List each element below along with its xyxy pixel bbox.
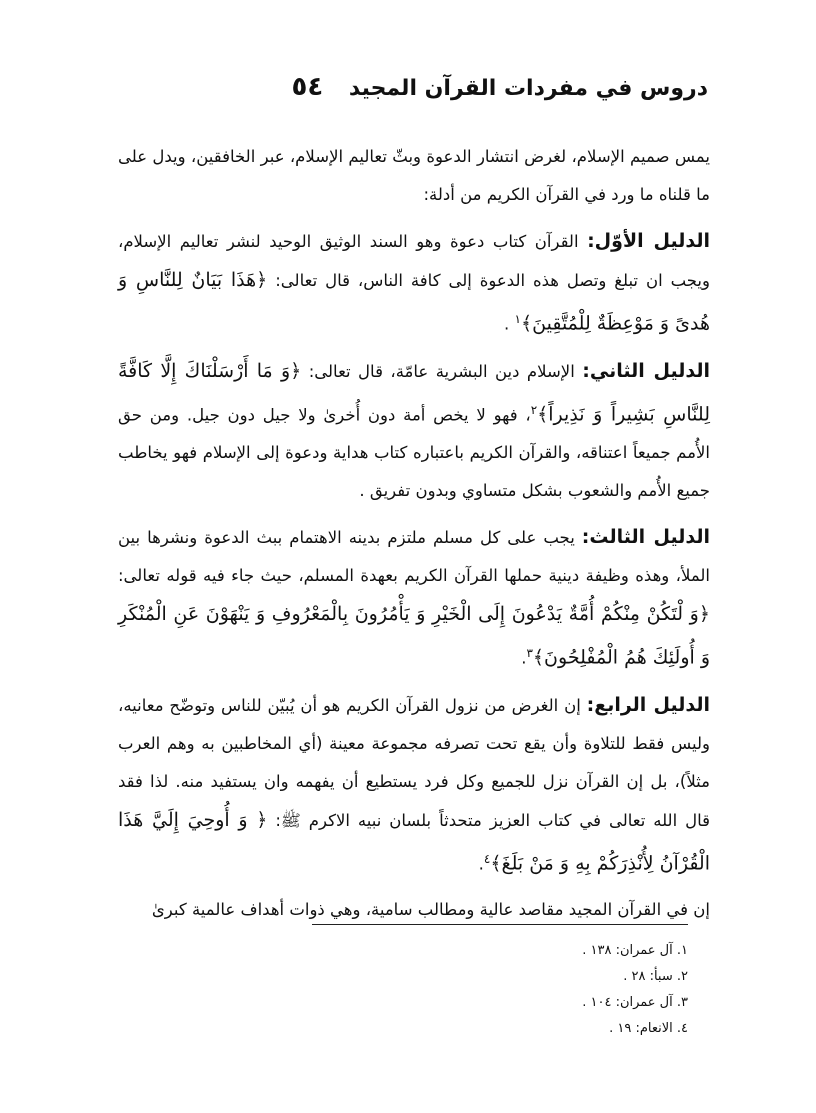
evidence-text-2: الإسلام دين البشرية عامّة، قال تعالى: <box>301 361 583 381</box>
quran-verse-2: ﴿وَ مَا أَرْسَلْنَاكَ إِلَّا كَافَّةً لِلنَّاسِ بَشِيراً وَ نَذِيراً﴾ <box>118 359 710 425</box>
book-title: دروس في مفردات القرآن المجيد <box>348 76 708 101</box>
evidence-paragraph-2 <box>118 352 710 511</box>
quran-verse-1: ﴿هَذَا بَيَانٌ لِلنَّاسِ وَ هُدىً وَ مَوْعِظَةٌ لِلْمُتَّقِينَ﴾ <box>118 269 710 335</box>
running-header <box>291 72 708 102</box>
intro-paragraph <box>118 138 710 214</box>
evidence-heading-3: الدليل الثالث: <box>581 526 710 548</box>
page-number: ٥٤ <box>291 72 324 102</box>
footnote-divider <box>312 924 688 925</box>
evidence-paragraph-1 <box>118 222 710 344</box>
footnote-ref-2: ٢ <box>530 402 538 417</box>
footnote-item: ٢. سبأ: ٢٨ . <box>623 969 688 984</box>
quran-verse-3: ﴿وَ لْتَكُنْ مِنْكُمْ أُمَّةٌ يَدْعُونَ إِلَى الْخَيْرِ وَ يَأْمُرُونَ بِالْمَعْرُوفِ وَ يَنْهَوْنَ عَنِ الْمُنْكَرِ وَ أُولَئِكَ هُمُ الْمُفْلِحُونَ﴾ <box>118 603 710 669</box>
evidence-after-3: . <box>521 648 527 668</box>
evidence-paragraph-4 <box>118 686 710 884</box>
evidence-text-1: القرآن كتاب دعوة وهو السند الوثيق الوحيد لنشر تعاليم الإسلام، ويجب ان تبلغ وتصل هذه الدعوة إلى كافة الناس، قال تعالى: <box>118 232 710 290</box>
evidence-after-1: . <box>504 314 515 334</box>
evidence-heading-1: الدليل الأوّل: <box>587 230 710 252</box>
footnote-item: ٤. الانعام: ١٩ . <box>609 1021 688 1036</box>
intro-text: يمس صميم الإسلام، لغرض انتشار الدعوة وبثّ تعاليم الإسلام، عبر الخافقين، ويدل على ما قلناه ما ورد في القرآن الكريم من أدلة: <box>118 147 710 204</box>
evidence-text-4: إن الغرض من نزول القرآن الكريم هو أن يُبيّن للناس وتوضّح معانيه، وليس فقط للتلاوة وأن يقع تحت تصرفه مجموعة معينة (أي المخاطبين به وهم العرب مثلاً)، بل إن القرآن نزل للجميع وكل فرد يستطيع أن يفهمه وان يستفيد منه. لذا فقد قال الله تعالى في كتاب العزيز متحدثاً بلسان نبيه الاكرم ﷺ: <box>118 695 710 830</box>
evidence-after-4: . <box>478 854 484 873</box>
footnotes <box>582 938 688 1042</box>
quran-verse-4: ﴿ وَ أُوحِيَ إِلَيَّ هَذَا الْقُرْآنُ لِأُنْذِرَكُمْ بِهِ وَ مَنْ بَلَغَ﴾ <box>118 808 710 874</box>
footnote-item: ١. آل عمران: ١٣٨ . <box>582 943 688 958</box>
footnote-item: ٣. آل عمران: ١٠٤ . <box>582 995 688 1010</box>
evidence-heading-4: الدليل الرابع: <box>586 693 710 716</box>
evidence-heading-2: الدليل الثاني: <box>582 359 711 382</box>
evidence-paragraph-3 <box>118 518 710 678</box>
page-body <box>118 138 710 937</box>
footnote-ref-3: ٣ <box>526 646 533 660</box>
closing-text: إن في القرآن المجيد مقاصد عالية ومطالب سامية، وهي ذوات أهداف عالمية كبرىٰ <box>151 900 710 919</box>
evidence-text-3: يجب على كل مسلم ملتزم بدينه الاهتمام ببث الدعوة ونشرها بين الملأ، وهذه وظيفة دينية حملها القرآن الكريم بعهدة المسلم، حيث جاء فيه قوله تعالى: <box>118 528 710 585</box>
evidence-after-2: ، فهو لا يخص أمة دون أُخرىٰ ولا جيل دون جيل. ومن حق الأُمم جميعاً اعتناقه، والقرآن الكريم باعتباره كتاب هداية ودعوة إلى الإسلام فهو يخاطب جميع الأُمم والشعوب بشكل متساوي وبدون تفريق . <box>118 405 710 500</box>
footnote-ref-4: ٤ <box>483 851 491 866</box>
footnote-ref-1: ١ <box>514 312 521 326</box>
